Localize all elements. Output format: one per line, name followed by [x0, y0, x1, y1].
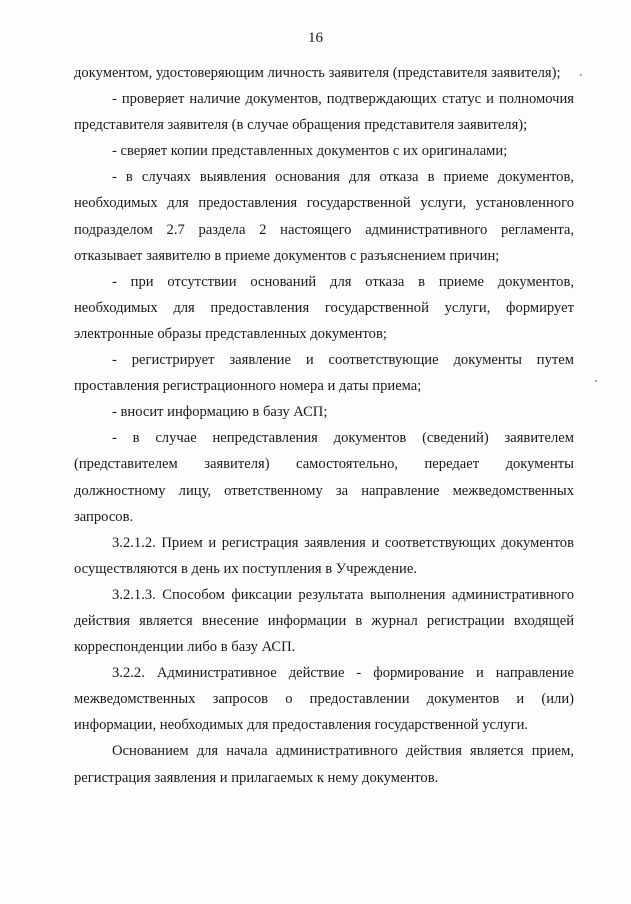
scan-speck [580, 74, 582, 76]
paragraph: 3.2.2. Административное действие - формирование и направление межведомственных запросов о предоставлении документов и (или) информации, необходимых для предоставления государственной услуги. [74, 665, 574, 734]
paragraph: - в случае непредставления документов (сведений) заявителем (представителем заявителя) самостоятельно, передает документы должностному лицу, ответственному за направление межведомственных запросов. [74, 430, 574, 525]
page-number: 16 [308, 30, 323, 46]
scan-speck [595, 380, 597, 382]
paragraph: - сверяет копии представленных документов с их оригиналами; [112, 143, 508, 160]
paragraph: - в случаях выявления основания для отказа в приеме документов, необходимых для предоставления государственной услуги, установленного подразделом 2.7 раздела 2 настоящего административного регламента, отказывает заявителю в приеме документов с разъяснением причин; [74, 169, 574, 264]
paragraph: 3.2.1.3. Способом фиксации результата выполнения административного действия является внесение информации в журнал регистрации входящей корреспонденции либо в базу АСП. [74, 586, 574, 656]
paragraph: - вносит информацию в базу АСП; [112, 404, 328, 421]
paragraph: - при отсутствии оснований для отказа в приеме документов, необходимых для предоставления государственной услуги, формирует электронные образы представленных документов; [74, 273, 574, 342]
paragraph: 3.2.1.2. Прием и регистрация заявления и соответствующих документов осуществляются в день их поступления в Учреждение. [74, 534, 574, 577]
paragraph: - регистрирует заявление и соответствующие документы путем проставления регистрационного номера и даты приема; [74, 352, 574, 395]
paragraph: Основанием для начала административного действия является прием, регистрация заявления и прилагаемых к нему документов. [74, 743, 574, 786]
paragraph: - проверяет наличие документов, подтверждающих статус и полномочия представителя заявителя (в случае обращения представителя заявителя); [74, 91, 574, 134]
document-body [74, 60, 574, 791]
paragraph: документом, удостоверяющим личность заявителя (представителя заявителя); [74, 65, 561, 81]
